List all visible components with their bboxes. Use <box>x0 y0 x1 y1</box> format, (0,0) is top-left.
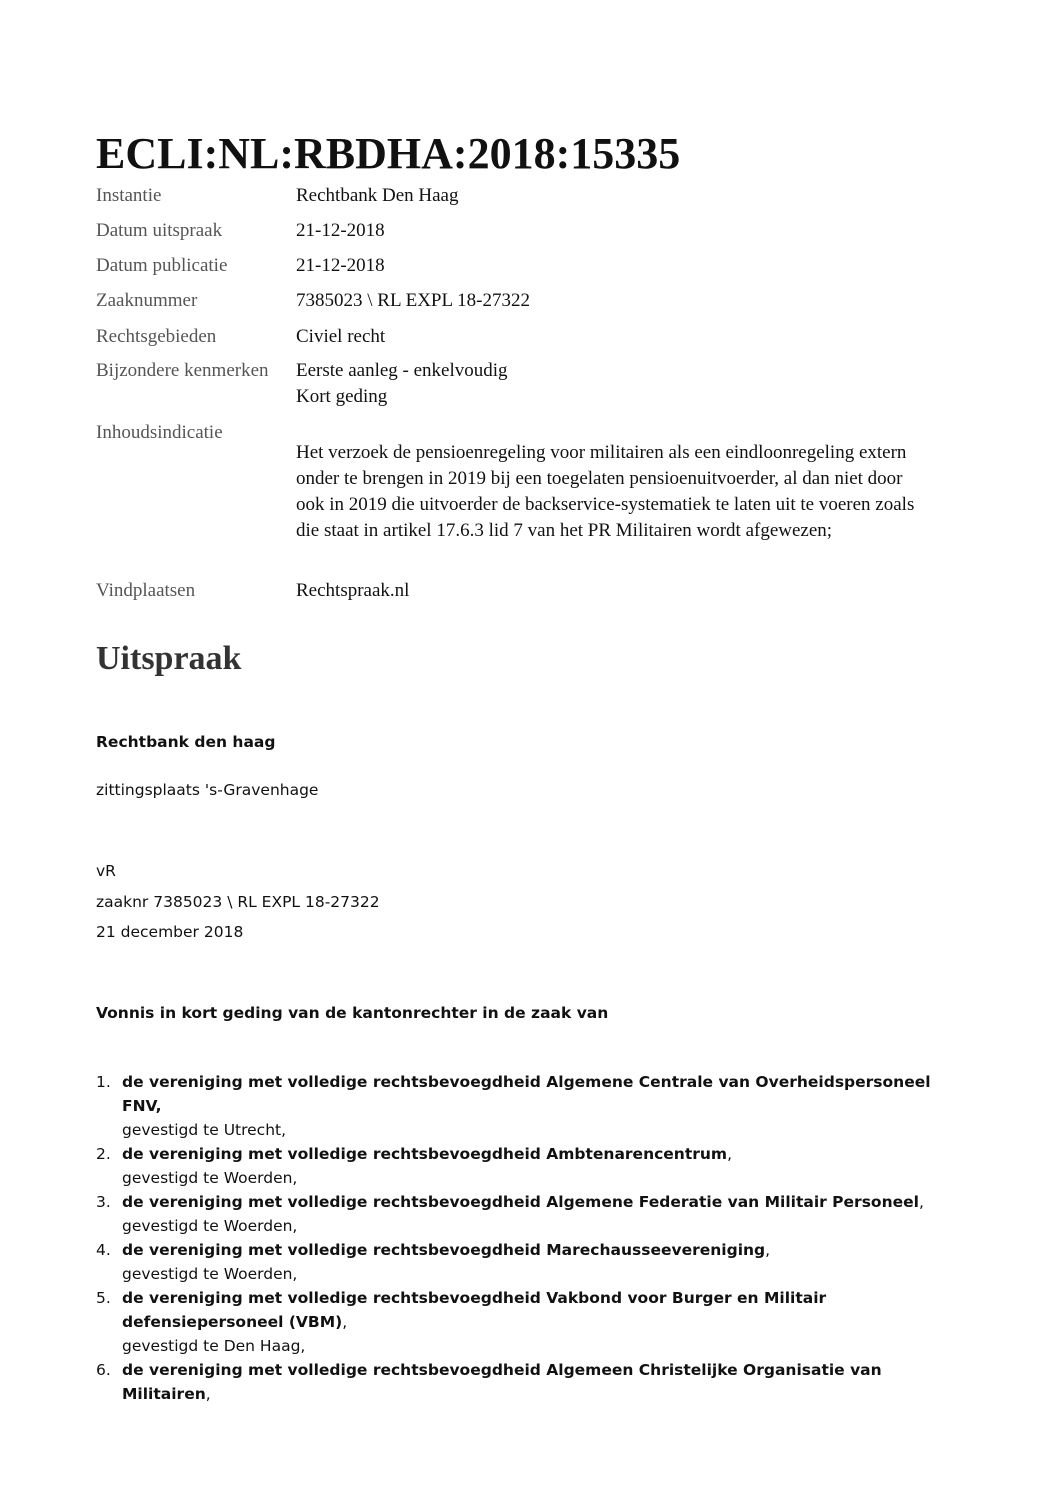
kenmerk-1: Eerste aanleg - enkelvoudig <box>296 360 508 381</box>
party-seat: gevestigd te Utrecht, <box>122 1121 287 1139</box>
inhoud-line: ook in 2019 die uitvoerder de backservice-systematiek te laten uit te voeren zoals <box>296 494 915 515</box>
party-number: 5. <box>96 1289 111 1307</box>
party-item: 4. de vereniging met volledige rechtsbevoegdheid Marechausseevereniging, gevestigd te Woerden, <box>96 1238 956 1286</box>
party-name-cont: Militairen <box>122 1385 206 1403</box>
court-location: zittingsplaats 's-Gravenhage <box>96 781 319 799</box>
party-name: de vereniging met volledige rechtsbevoegdheid Vakbond voor Burger en Militair <box>122 1289 827 1307</box>
meta-value: Rechtspraak.nl <box>296 580 410 601</box>
meta-label: Bijzondere kenmerken <box>96 360 269 381</box>
inhoud-line: die staat in artikel 17.6.3 lid 7 van het PR Militairen wordt afgewezen; <box>296 520 833 541</box>
meta-value: Civiel recht <box>296 326 386 347</box>
party-item: 6. de vereniging met volledige rechtsbevoegdheid Algemeen Christelijke Organisatie van Militairen, <box>96 1358 956 1406</box>
party-number: 3. <box>96 1193 111 1211</box>
meta-label: Vindplaatsen <box>96 580 196 601</box>
party-item: 5. de vereniging met volledige rechtsbevoegdheid Vakbond voor Burger en Militair defensiepersoneel (VBM), gevestigd te Den Haag, <box>96 1286 956 1358</box>
party-seat: gevestigd te Woerden, <box>122 1265 298 1283</box>
kenmerk-2: Kort geding <box>296 386 388 407</box>
meta-label: Datum uitspraak <box>96 220 223 241</box>
meta-label: Zaaknummer <box>96 290 198 311</box>
judge-initials: vR <box>96 862 116 880</box>
party-name: de vereniging met volledige rechtsbevoegdheid Ambtenarencentrum <box>122 1145 728 1163</box>
meta-label: Instantie <box>96 185 162 206</box>
judgment-date: 21 december 2018 <box>96 923 244 941</box>
party-name: de vereniging met volledige rechtsbevoegdheid Marechausseevereniging <box>122 1241 766 1259</box>
party-number: 6. <box>96 1361 111 1379</box>
case-number: zaaknr 7385023 \ RL EXPL 18-27322 <box>96 893 380 911</box>
party-name: de vereniging met volledige rechtsbevoegdheid Algemene Centrale van Overheidspersoneel <box>122 1073 931 1091</box>
party-number: 2. <box>96 1145 111 1163</box>
meta-label: Datum publicatie <box>96 255 228 276</box>
party-seat: gevestigd te Woerden, <box>122 1169 298 1187</box>
document-title: ECLI:NL:RBDHA:2018:15335 <box>96 129 681 178</box>
meta-value: Rechtbank Den Haag <box>296 185 459 206</box>
meta-value: 7385023 \ RL EXPL 18-27322 <box>296 290 530 311</box>
inhoud-line: onder te brengen in 2019 bij een toegelaten pensioenuitvoerder, al dan niet door <box>296 468 903 489</box>
party-number: 4. <box>96 1241 111 1259</box>
party-item: 3. de vereniging met volledige rechtsbevoegdheid Algemene Federatie van Militair Personeel, gevestigd te Woerden, <box>96 1190 956 1238</box>
inhoudsindicatie-text <box>296 440 956 544</box>
party-name: de vereniging met volledige rechtsbevoegdheid Algemene Federatie van Militair Personeel <box>122 1193 919 1211</box>
meta-value: 21-12-2018 <box>296 255 385 276</box>
party-name: de vereniging met volledige rechtsbevoegdheid Algemeen Christelijke Organisatie van <box>122 1361 882 1379</box>
inhoud-line: Het verzoek de pensioenregeling voor militairen als een eindloonregeling extern <box>296 442 907 463</box>
party-name-cont: defensiepersoneel (VBM) <box>122 1313 343 1331</box>
party-name-cont: FNV <box>122 1097 156 1115</box>
vonnis-heading: Vonnis in kort geding van de kantonrechter in de zaak van <box>96 1004 609 1022</box>
meta-label: Inhoudsindicatie <box>96 422 223 443</box>
party-item: 1. de vereniging met volledige rechtsbevoegdheid Algemene Centrale van Overheidspersoneel FNV, gevestigd te Utrecht, <box>96 1070 956 1142</box>
uitspraak-heading: Uitspraak <box>96 640 242 677</box>
meta-value <box>296 358 956 410</box>
party-seat: gevestigd te Woerden, <box>122 1217 298 1235</box>
party-number: 1. <box>96 1073 111 1091</box>
party-item: 2. de vereniging met volledige rechtsbevoegdheid Ambtenarencentrum, gevestigd te Woerden, <box>96 1142 956 1190</box>
court-name: Rechtbank den haag <box>96 733 276 751</box>
party-seat: gevestigd te Den Haag, <box>122 1337 306 1355</box>
party-list <box>96 1070 956 1406</box>
meta-value: 21-12-2018 <box>296 220 385 241</box>
meta-label: Rechtsgebieden <box>96 326 217 347</box>
